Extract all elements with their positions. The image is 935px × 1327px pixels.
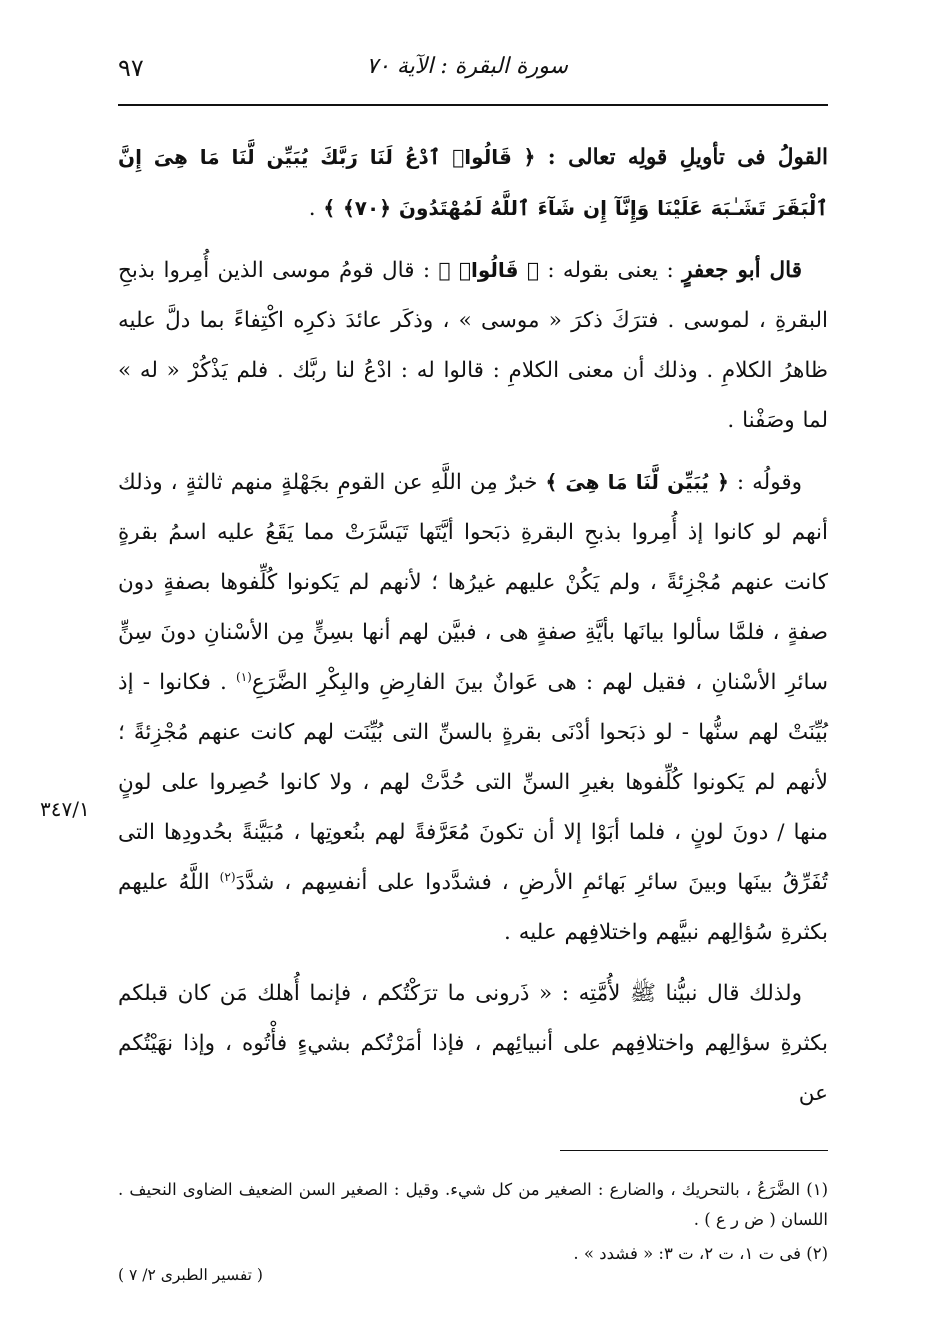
paragraph-text: وقولُه :	[728, 470, 802, 495]
source-reference: ( تفسير الطبرى ٢/ ٧ )	[118, 1266, 263, 1284]
margin-page-reference: ٣٤٧/١	[40, 797, 90, 821]
header-rule	[118, 104, 828, 106]
footnote-1: (١) الضَّرَعُ ، بالتحريك ، والضارع : الصغير من كل شيء. وقيل : الصغير السن الضعيف الضاوى النحيف . اللسان ( ض ر ع ) .	[118, 1180, 828, 1229]
quran-verse: ﴿ قَالُوا۟ ٱدْعُ لَنَا رَبَّكَ يُبَيِّن لَّنَا مَا هِىَ إِنَّ ٱلْبَقَرَ تَشَـٰبَهَ عَلَيْنَا وَإِنَّآ إِن شَآءَ ٱللَّهُ لَمُهْتَدُونَ ﴿٧٠﴾ ﴾	[118, 145, 828, 220]
paragraph-4	[118, 969, 828, 1119]
quran-quote: ﴿ قَالُوا۟ ﴾	[438, 258, 539, 282]
paragraph-1	[118, 132, 828, 234]
main-text	[118, 132, 828, 1130]
paragraph-text: .	[308, 196, 324, 221]
footnote-rule	[560, 1150, 828, 1151]
paragraph-3	[118, 457, 828, 958]
running-title: سورة البقرة : الآية ٧٠	[366, 54, 568, 79]
section-heading: القولُ فى تأويلِ قولِه تعالى :	[535, 145, 828, 170]
footnote-ref-1[interactable]: (١)	[236, 669, 252, 684]
paragraph-text: ولذلك قال نبيُّنا ﷺ لأُمَّتِه : « ذَرونى ما ترَكْتُكم ، فإنما أُهلك مَن كان قبلكم بكثرةِ سؤالِهم واختلافِهم على أنبيائِهم ، فإذا أمَرْتُكم بشيءٍ فأْتُوه ، وإذا نهَيْتُكم عن	[118, 981, 828, 1106]
paragraph-text: خبرٌ مِن اللَّهِ عن القومِ بجَهْلةٍ منهم ثالثةٍ ، وذلك أنهم لو كانوا إذ أُمِروا بذبحِ البقرةِ ذبَحوا أيَّتَها تَيَسَّرَتْ مما يَقَعُ عليه اسمُ بقرةٍ كانت عنهم مُجْزِئةً ، ولم يَكُنْ عليهم غيرُها ؛ لأنهم لم يَكونوا كُلِّفوها بصفةٍ دون صفةٍ ، فلمَّا سألوا بيانَها بأيَّةِ صفةٍ هى ، فبيَّن لهم أنها بسِنٍّ مِن الأسْنانِ دونَ سِنٍّ سائرِ الأسْنانِ ، فقيل لهم : هى عَوانٌ بينَ الفارِضِ والبِكْرِ الضَّرَعِ	[118, 470, 829, 695]
quran-quote: ﴿ يُبَيِّن لَّنَا مَا هِىَ ﴾	[545, 470, 729, 494]
footnote-2: (٢) فى ت ١، ت ٢، ت ٣: « فشدد » .	[573, 1244, 828, 1263]
paragraph-text: : يعنى بقوله :	[538, 258, 683, 283]
page-header	[118, 48, 828, 96]
paragraph-text: . فكانوا - إذ بُيِّنَتْ لهم سنُّها - لو ذبَحوا أدْنَى بقرةٍ بالسنِّ التى بُيِّنَت لهم كانت عنهم مُجْزِئةً ؛ لأنهم لم يَكونوا كُلِّفوها بغيرِ السنِّ التى حُدَّتْ لهم ، ولا كانوا حُصِروا على لونٍ منها / دونَ لونٍ ، فلما أبَوْا إلا أن تكونَ مُعَرَّفةً لهم بنُعوتِها ، مُبَيَّنةً بحُدودِها التى تُفَرِّقُ بينَها وبينَ سائرِ بَهائمِ الأرضِ ، فشدَّدوا على أنفسِهم ، شدَّدَ	[118, 670, 828, 895]
paragraph-2	[118, 245, 828, 446]
paragraph-text: اللَّهُ عليهم بكثرةِ سُؤالِهم نبيَّهم واختلافِهم عليه .	[118, 870, 828, 945]
speaker-name: قال أبو جعفرٍ	[682, 258, 802, 283]
paragraph-text: : قال قومُ موسى الذين أُمِروا بذبحِ البقرةِ ، لموسى . فترَكَ ذكرَ « موسى » ، وذكَر عائدَ ذكرِه اكْتِفاءً بما دلَّ عليه ظاهرُ الكلامِ . وذلك أن معنى الكلامِ : قالوا له : ادْعُ لنا ربَّك . فلم يَذْكُرْ « له » لما وصَفْنا .	[118, 258, 828, 433]
page-number: ٩٧	[118, 54, 144, 82]
footnotes	[118, 1175, 828, 1273]
footnote-ref-2[interactable]: (٢)	[219, 869, 236, 884]
